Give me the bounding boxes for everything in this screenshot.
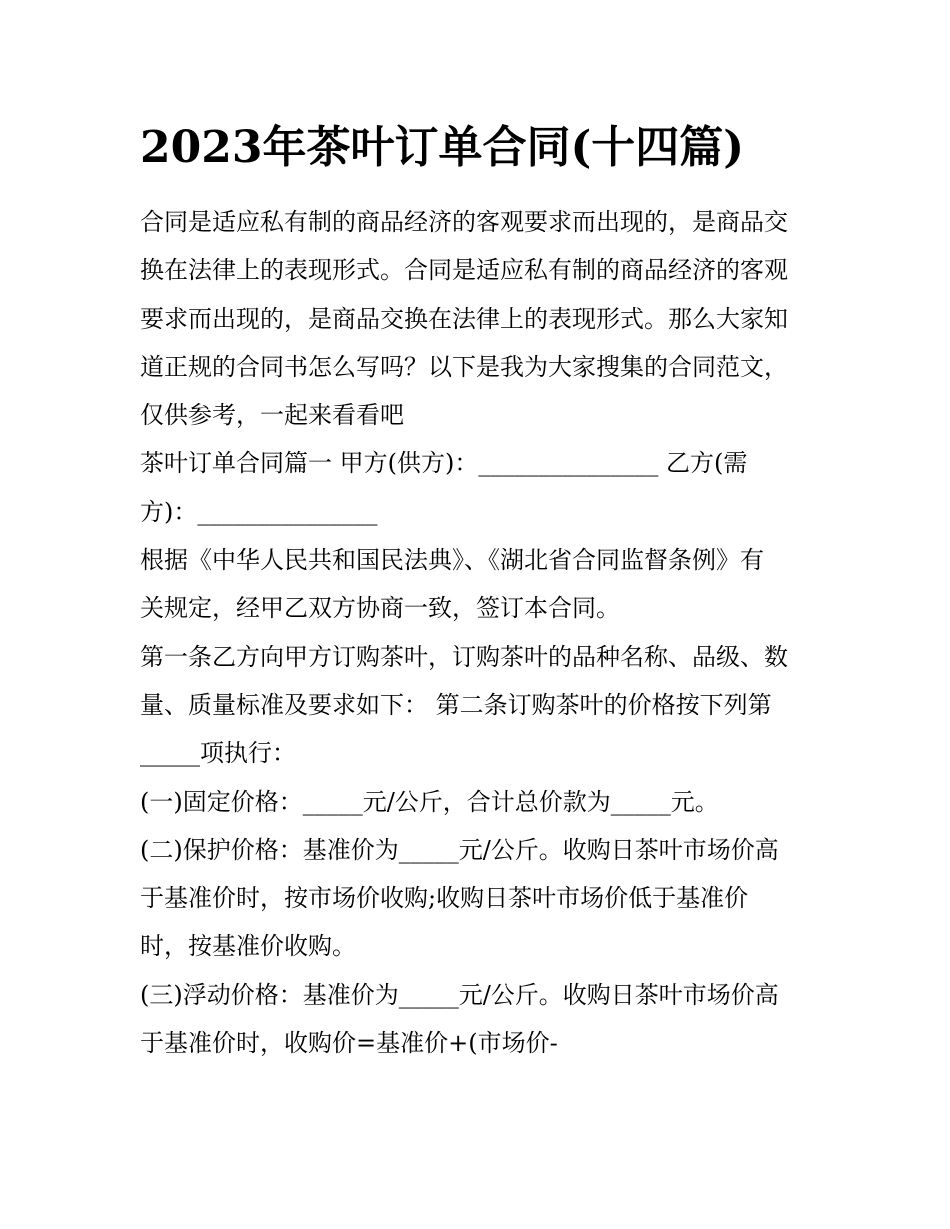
body-line: (二)保护价格：基准价为_____元/公斤。收购日茶叶市场价高 [140,835,779,864]
body-line: 于基准价时，收购价=基准价+(市场价- [140,1029,558,1058]
body-line: 时，按基准价收购。 [140,932,356,961]
body-line: 于基准价时，按市场价收购;收购日茶叶市场价低于基准价 [140,884,749,913]
body-line: 道正规的合同书怎么写吗？以下是我为大家搜集的合同范文， [140,352,788,381]
body-line: 换在法律上的表现形式。合同是适应私有制的商品经济的客观 [140,256,788,285]
body-line: 合同是适应私有制的商品经济的客观要求而出现的，是商品交 [140,208,788,236]
body-line: (三)浮动价格：基准价为_____元/公斤。收购日茶叶市场价高 [140,980,779,1009]
body-line: 量、质量标准及要求如下： 第二条订购茶叶的价格按下列第 [140,690,772,719]
document-title: 2023年茶叶订单合同(十四篇) [140,122,745,173]
body-line: 方)：_______________ [140,497,378,526]
body-line: 仅供参考，一起来看看吧 [140,401,404,430]
body-line: _____项执行： [140,739,296,768]
body-line: 要求而出现的，是商品交换在法律上的表现形式。那么大家知 [140,304,788,333]
document-body [140,198,812,1067]
body-line: (一)固定价格：_____元/公斤，合计总价款为_____元。 [140,787,719,816]
body-line: 茶叶订单合同篇一 甲方(供方)：_______________ 乙方(需 [140,449,748,478]
body-line: 根据《中华人民共和国民法典》、《湖北省合同监督条例》有 [140,546,764,575]
body-line: 第一条乙方向甲方订购茶叶，订购茶叶的品种名称、品级、数 [140,642,788,671]
body-line: 关规定，经甲乙双方协商一致，签订本合同。 [140,594,620,623]
